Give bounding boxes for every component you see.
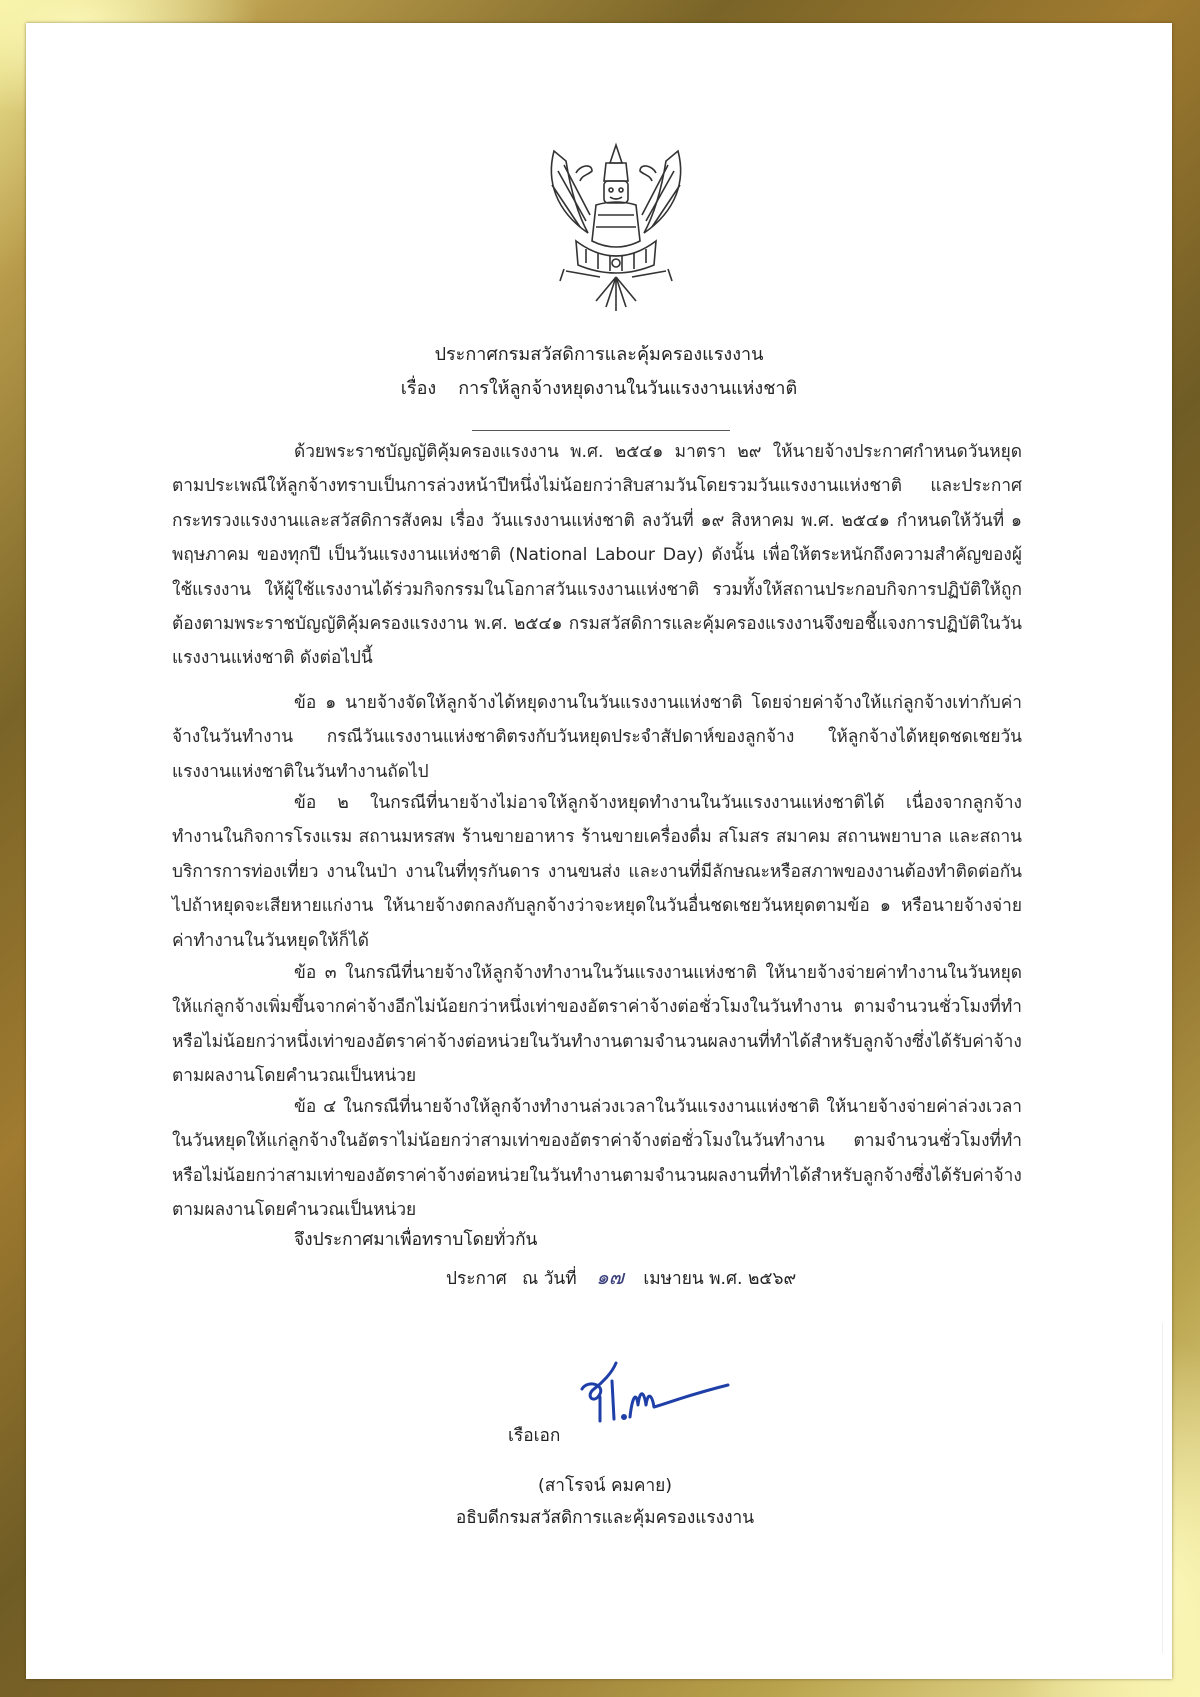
closing-statement: จึงประกาศมาเพื่อทราบโดยทั่วกัน [294, 1230, 538, 1250]
signature-icon [578, 1359, 738, 1439]
paragraph-text: ข้อ ๓ ในกรณีที่นายจ้างให้ลูกจ้างทำงานในวันแรงงานแห่งชาติ ให้นายจ้างจ่ายค่าทำงานในวันหยุดให้แก่ลูกจ้างเพิ่มขึ้นจากค่าจ้างอีกไม่น้อยกว่าหนึ่งเท่าของอัตราค่าจ้างต่อชั่วโมงในวันทำงาน ตามจำนวนชั่วโมงที่ทำ หรือไม่น้อยกว่าหนึ่งเท่าของอัตราค่าจ้างต่อหน่วยในวันทำงานตามจำนวนผลงานที่ทำได้สำหรับลูกจ้างซึ่งได้รับค่าจ้างตามผลงานโดยคำนวณเป็นหน่วย [172, 963, 1022, 1087]
clause-3 [172, 956, 1022, 1094]
announcement-subject [26, 373, 1172, 402]
date-prefix: ประกาศ [446, 1269, 507, 1289]
date-on-day: ณ วันที่ [522, 1269, 577, 1289]
garuda-emblem-icon [536, 141, 696, 316]
clause-4 [172, 1090, 1022, 1228]
signer-position: อธิบดีกรมสวัสดิการและคุ้มครองแรงงาน [455, 1508, 755, 1528]
subject-text: การให้ลูกจ้างหยุดงานในวันแรงงานแห่งชาติ [458, 378, 798, 399]
paragraph-text: ข้อ ๔ ในกรณีที่นายจ้างให้ลูกจ้างทำงานล่วงเวลาในวันแรงงานแห่งชาติ ให้นายจ้างจ่ายค่าล่วงเวลาในวันหยุดให้แก่ลูกจ้างในอัตราไม่น้อยกว่าสามเท่าของอัตราค่าจ้างต่อชั่วโมงในวันทำงาน ตามจำนวนชั่วโมงที่ทำหรือไม่น้อยกว่าสามเท่าของอัตราค่าจ้างต่อหน่วยในวันทำงานตามจำนวนผลงานที่ทำได้สำหรับลูกจ้างซึ่งได้รับค่าจ้างตามผลงานโดยคำนวณเป็นหน่วย [172, 1097, 1022, 1221]
clause-2 [172, 786, 1022, 958]
subject-label: เรื่อง [400, 378, 437, 399]
title-divider [472, 430, 730, 431]
paragraph-text: ข้อ ๑ นายจ้างจัดให้ลูกจ้างได้หยุดงานในวันแรงงานแห่งชาติ โดยจ่ายค่าจ้างให้แก่ลูกจ้างเท่ากับค่าจ้างในวันทำงาน กรณีวันแรงงานแห่งชาติตรงกับวันหยุดประจำสัปดาห์ของลูกจ้าง ให้ลูกจ้างได้หยุดชดเชยวันแรงงานแห่งชาติในวันทำงานถัดไป [172, 693, 1022, 782]
clause-1 [172, 686, 1022, 789]
date-month-year: เมษายน พ.ศ. ๒๕๖๙ [643, 1269, 797, 1289]
paragraph-text: ด้วยพระราชบัญญัติคุ้มครองแรงงาน พ.ศ. ๒๕๔๑ มาตรา ๒๙ ให้นายจ้างประกาศกำหนดวันหยุดตามประเพณีให้ลูกจ้างทราบเป็นการล่วงหน้าปีหนึ่งไม่น้อยกว่าสิบสามวันโดยรวมวันแรงงานแห่งชาติ และประกาศกระทรวงแรงงานและสวัสดิการสังคม เรื่อง วันแรงงานแห่งชาติ ลงวันที่ ๑๙ สิงหาคม พ.ศ. ๒๕๔๑ กำหนดให้วันที่ ๑ พฤษภาคม ของทุกปี เป็นวันแรงงานแห่งชาติ (National Labour Day) ดังนั้น เพื่อให้ตระหนักถึงความสำคัญของผู้ใช้แรงงาน ให้ผู้ใช้แรงงานได้ร่วมกิจกรรมในโอกาสวันแรงงานแห่งชาติ รวมทั้งให้สถานประกอบกิจการปฏิบัติให้ถูกต้องตามพระราชบัญญัติคุ้มครองแรงงาน พ.ศ. ๒๕๔๑ กรมสวัสดิการและคุ้มครองแรงงานจึงขอชี้แจงการปฏิบัติในวันแรงงานแห่งชาติ ดังต่อไปนี้ [172, 442, 1022, 669]
signer-name: (สาโรจน์ คมคาย) [537, 1476, 673, 1496]
paragraph-text: ข้อ ๒ ในกรณีที่นายจ้างไม่อาจให้ลูกจ้างหยุดทำงานในวันแรงงานแห่งชาติได้ เนื่องจากลูกจ้างทำงานในกิจการโรงแรม สถานมหรสพ ร้านขายอาหาร ร้านขายเครื่องดื่ม สโมสร สมาคม สถานพยาบาล และสถานบริการการท่องเที่ยว งานในป่า งานในที่ทุรกันดาร งานขนส่ง และงานที่มีลักษณะหรือสภาพของงานต้องทำติดต่อกันไปถ้าหยุดจะเสียหายแก่งาน ให้นายจ้างตกลงกับลูกจ้างว่าจะหยุดในวันอื่นชดเชยวันหยุดตามข้อ ๑ หรือนายจ้างจ่ายค่าทำงานในวันหยุดให้ก็ได้ [172, 793, 1022, 951]
signer-rank: เรือเอก [508, 1426, 561, 1446]
page-edge-line [1162, 1323, 1163, 1653]
announcement-page [26, 23, 1172, 1679]
date-day-handwritten: ๑๗ [596, 1265, 624, 1289]
paragraph-intro [172, 435, 1022, 676]
announcement-date [446, 1261, 796, 1293]
announcement-title: ประกาศกรมสวัสดิการและคุ้มครองแรงงาน [434, 344, 764, 365]
